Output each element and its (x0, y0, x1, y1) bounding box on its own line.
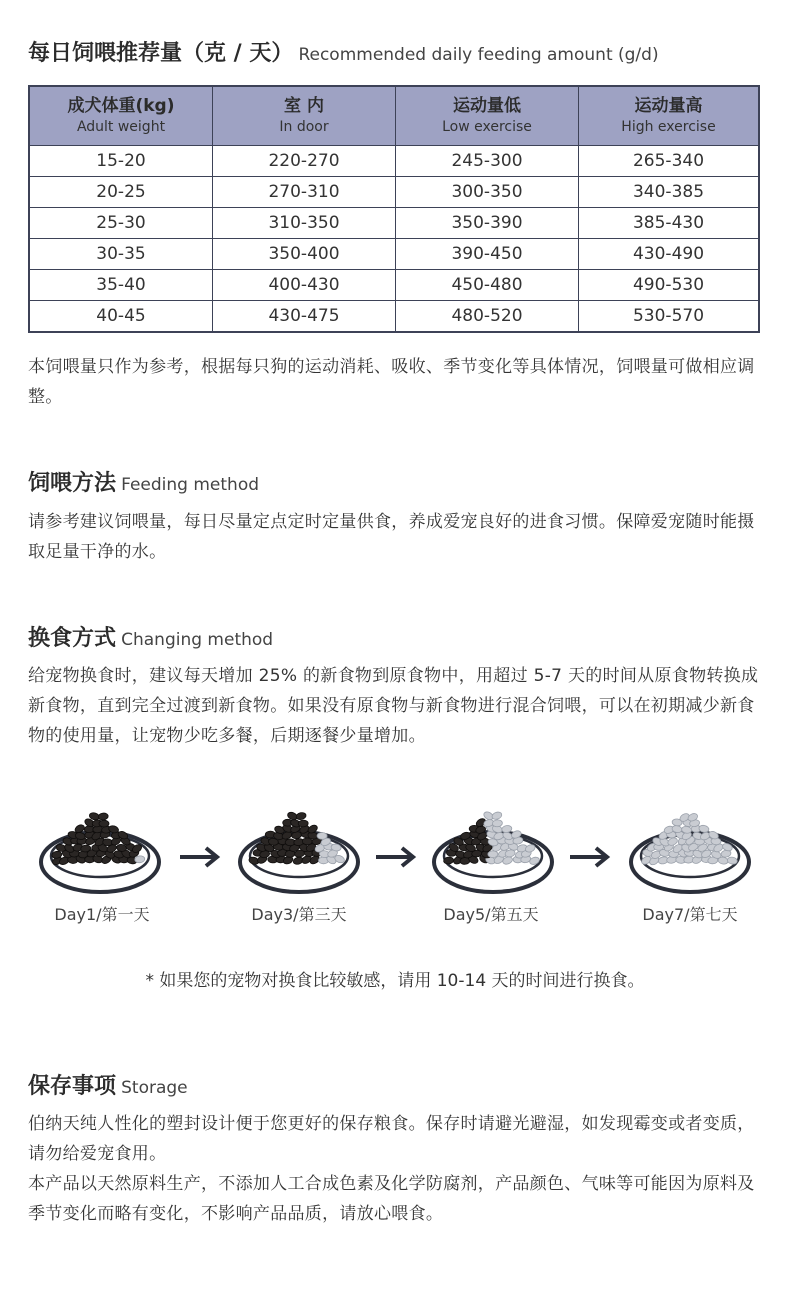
table-row (29, 239, 759, 270)
table-cell: 450-480 (396, 270, 579, 301)
table-cell: 20-25 (29, 177, 213, 208)
table-cell: 300-350 (396, 177, 579, 208)
table-row (29, 208, 759, 239)
storage-text-2: 本产品以天然原料生产，不添加人工合成色素及化学防腐剂，产品颜色、气味等可能因为原料及季节变化而略有变化，不影响产品品质，请放心喂食。 (28, 1174, 755, 1224)
arrow-right-icon (178, 845, 222, 869)
changing-method-title (28, 621, 273, 652)
table-cell: 270-310 (213, 177, 396, 208)
header-indoor (213, 86, 396, 146)
new-food-kibble (317, 832, 327, 839)
arrow-right-icon (568, 845, 612, 869)
changing-method-text: 给宠物换食时，建议每天增加 25% 的新食物到原食物中，用超过 5-7 天的时间从原食物转换成新食物，直到完全过渡到新食物。如果没有原食物与新食物进行混合饲喂，可以在初期减少新食物的使用量，让宠物少吃多餐，后期逐餐少量增加。 (28, 666, 759, 746)
table-cell: 430-475 (213, 301, 396, 333)
new-food-kibble (491, 811, 503, 821)
table-cell: 385-430 (579, 208, 760, 239)
day-label: Day7/第七天 (642, 905, 738, 924)
table-cell: 265-340 (579, 146, 760, 177)
table-cell: 400-430 (213, 270, 396, 301)
feeding-method-title-cn: 饲喂方法 (28, 471, 117, 496)
table-cell: 15-20 (29, 146, 213, 177)
header-cn: 运动量高 (634, 96, 703, 116)
header-en: Adult weight (76, 119, 166, 135)
old-food-kibble (99, 820, 109, 827)
table-cell: 430-490 (579, 239, 760, 270)
table-cell: 350-390 (396, 208, 579, 239)
header-cn: 运动量低 (453, 96, 521, 116)
sensitive-pet-note: * 如果您的宠物对换食比较敏感，请用 10-14 天的时间进行换食。 (145, 971, 645, 991)
food-bowl-day7 (628, 800, 752, 896)
old-food-kibble (98, 813, 109, 821)
table-row (29, 270, 759, 301)
feeding-amount-title (28, 36, 659, 67)
table-cell: 390-450 (396, 239, 579, 270)
table-cell: 40-45 (29, 301, 213, 333)
header-en: Low exercise (442, 119, 532, 135)
feeding-amount-note: 本饲喂量只作为参考，根据每只狗的运动消耗、吸收、季节变化等具体情况，饲喂量可做相应调整。 (28, 357, 755, 407)
new-food-kibble (488, 851, 498, 858)
table-row (29, 301, 759, 333)
food-bowl-day1 (38, 800, 162, 896)
storage-title-en: Storage (121, 1078, 188, 1098)
table-cell: 30-35 (29, 239, 213, 270)
header-cn: 成犬体重(kg) (67, 96, 175, 116)
day-label: Day3/第三天 (251, 905, 347, 924)
table-cell: 340-385 (579, 177, 760, 208)
header-en: In door (279, 119, 329, 135)
day-label: Day5/第五天 (443, 905, 539, 924)
feeding-amount-title-cn: 每日饲喂推荐量（克 / 天） (28, 41, 294, 66)
header-adult-weight (29, 86, 213, 146)
feeding-amount-title-en: Recommended daily feeding amount (g/d) (298, 45, 659, 65)
feeding-table (28, 85, 760, 333)
table-row (29, 177, 759, 208)
table-cell: 350-400 (213, 239, 396, 270)
table-cell: 480-520 (396, 301, 579, 333)
table-cell: 245-300 (396, 146, 579, 177)
feeding-method-title (28, 466, 259, 497)
table-cell: 530-570 (579, 301, 760, 333)
table-cell: 35-40 (29, 270, 213, 301)
old-food-kibble (298, 820, 308, 827)
header-high-exercise (579, 86, 760, 146)
new-food-kibble (492, 819, 503, 827)
storage-text-1: 伯纳天纯人性化的塑封设计便于您更好的保存粮食。保存时请避光避湿，如发现霉变或者变质，请勿给爱宠食用。 (28, 1114, 755, 1164)
changing-method-title-en: Changing method (121, 630, 274, 650)
storage-title-cn: 保存事项 (28, 1074, 117, 1099)
table-cell: 310-350 (213, 208, 396, 239)
header-cn: 室 内 (284, 96, 324, 116)
food-bowl-day5 (431, 800, 555, 896)
day-label: Day1/第一天 (54, 905, 150, 924)
old-food-kibble (295, 812, 306, 821)
storage-title (28, 1069, 188, 1100)
table-row (29, 146, 759, 177)
header-en: High exercise (621, 119, 716, 135)
arrow-right-icon (374, 845, 418, 869)
feeding-method-text: 请参考建议饲喂量，每日尽量定点定时定量供食，养成爱宠良好的进食习惯。保障爱宠随时能摄取足量干净的水。 (28, 512, 755, 562)
food-bowl-day3 (237, 800, 361, 896)
changing-method-title-cn: 换食方式 (28, 626, 117, 651)
feeding-method-title-en: Feeding method (121, 475, 260, 495)
table-cell: 220-270 (213, 146, 396, 177)
table-cell: 490-530 (579, 270, 760, 301)
table-header-row (29, 86, 759, 146)
table-cell: 25-30 (29, 208, 213, 239)
header-low-exercise (396, 86, 579, 146)
